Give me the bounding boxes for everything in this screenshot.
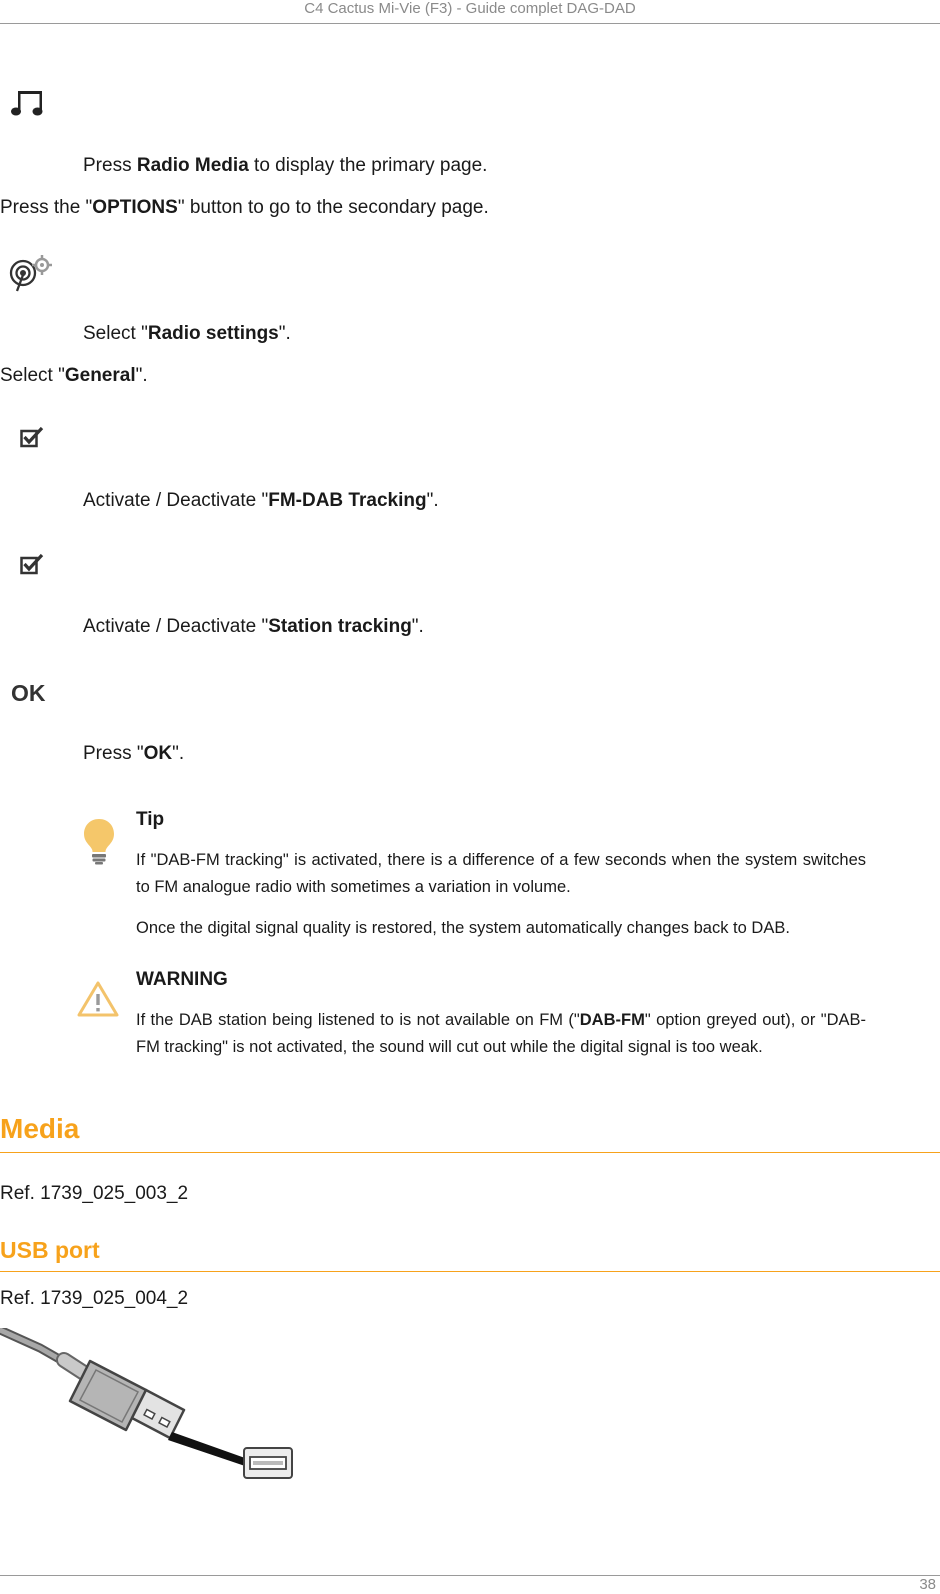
page-number: 38: [919, 1576, 936, 1593]
lightbulb-icon: [82, 817, 116, 865]
ok-icon: OK: [11, 680, 46, 706]
warning-title: WARNING: [136, 969, 228, 990]
step-text-part: Press ": [83, 743, 144, 764]
step-text: [83, 742, 184, 766]
checkbox-icon: [20, 426, 44, 448]
step-text-part: Select ": [83, 323, 148, 344]
checkbox-icon: [20, 553, 44, 575]
step-text-part: ".: [172, 743, 185, 764]
step-text-part: Activate / Deactivate ": [83, 490, 269, 511]
radio-settings-icon: [6, 253, 54, 293]
section-title-text: Media: [0, 1113, 80, 1144]
step-text-part: " button to go to the secondary page.: [177, 197, 489, 218]
step-text-part: Activate / Deactivate ": [83, 616, 269, 637]
step-text: [83, 154, 487, 178]
step-text-part: ".: [426, 490, 439, 511]
section-title-usb: [0, 1235, 940, 1272]
step-keyword: General: [64, 365, 136, 386]
step-text-part: Press: [83, 155, 137, 176]
step-keyword: Radio settings: [147, 323, 279, 344]
step-keyword: FM-DAB Tracking: [268, 490, 427, 511]
warning-paragraph: [136, 1007, 866, 1061]
warning-icon: [76, 980, 120, 1018]
header-title: C4 Cactus Mi-Vie (F3) - Guide complet DAG-DAD: [304, 0, 636, 17]
step-keyword: Radio Media: [136, 155, 249, 176]
step-text-part: ".: [411, 616, 424, 637]
step-text: [83, 489, 439, 513]
step-text-part: ".: [278, 323, 291, 344]
page-header: [0, 0, 940, 24]
tip-title: Tip: [136, 809, 165, 830]
step-text-part: Press the ": [0, 197, 93, 218]
step-keyword: OPTIONS: [92, 197, 178, 218]
warning-text-part: If the DAB station being listened to is not available on FM (": [136, 1011, 580, 1029]
step-keyword: OK: [143, 743, 173, 764]
page-footer: [0, 1575, 940, 1594]
usb-plug-illustration: [0, 1328, 310, 1488]
warning-keyword: DAB-FM: [579, 1011, 645, 1029]
music-note-icon: [10, 88, 46, 120]
step-text: [0, 364, 148, 388]
tip-paragraph: Once the digital signal quality is restored, the system automatically changes back to DAB.: [136, 919, 790, 937]
step-keyword: Station tracking: [268, 616, 412, 637]
step-text: [83, 615, 424, 639]
section-title-text: USB port: [0, 1237, 100, 1263]
step-text: [83, 322, 291, 346]
section-ref: Ref. 1739_025_004_2: [0, 1288, 189, 1309]
step-text-part: to display the primary page.: [248, 155, 488, 176]
step-text-part: Select ": [0, 365, 65, 386]
warning-text-part: " option greyed out), or "DAB-FM tracking" is not activated, the sound will cut out while the digital signal is too weak.: [136, 1011, 866, 1056]
step-text-part: ".: [135, 365, 148, 386]
tip-paragraph: If "DAB-FM tracking" is activated, there is a difference of a few seconds when the system switches to FM analogue radio with sometimes a variation in volume.: [136, 851, 866, 896]
section-ref: Ref. 1739_025_003_2: [0, 1183, 189, 1204]
section-title-media: [0, 1111, 940, 1153]
step-text: [0, 196, 489, 220]
